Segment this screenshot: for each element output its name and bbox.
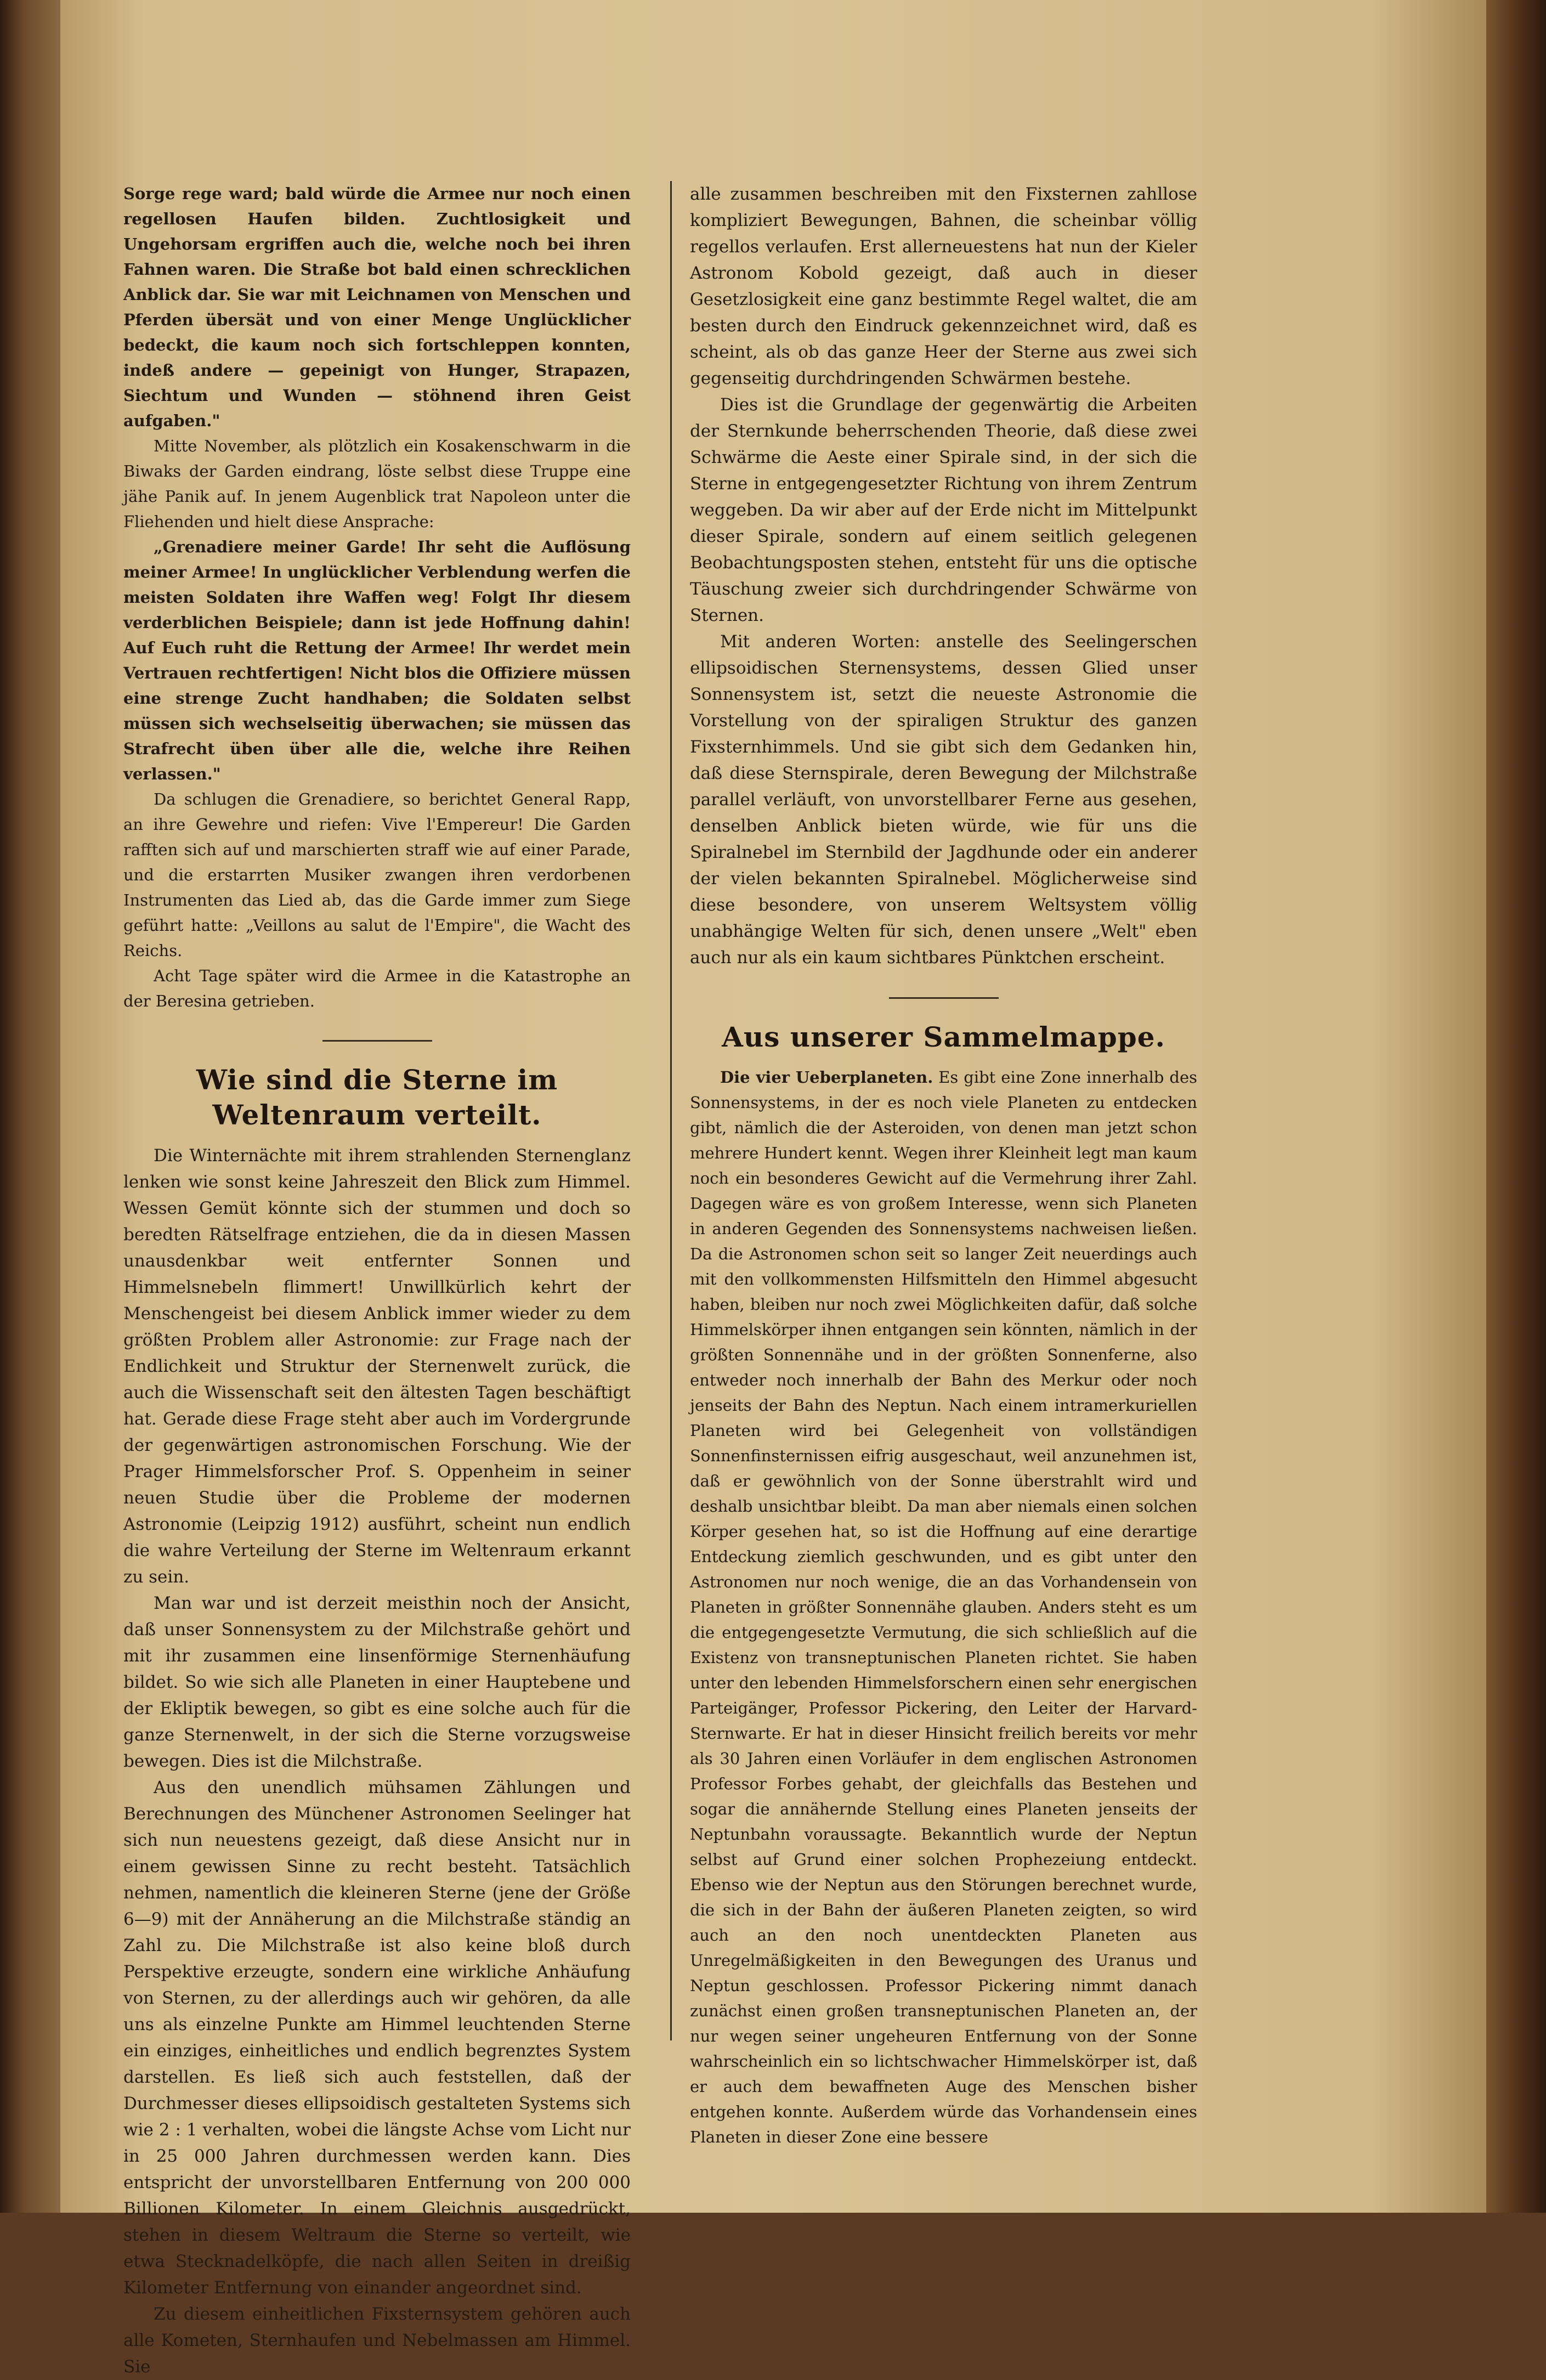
paragraph: Die Winternächte mit ihrem strahlenden Sternenglanz lenken wie sonst keine Jahreszeit den Blick zum Himmel. Wessen Gemüt könnte sich der stummen und doch so beredten Rätselfrage entziehen, die da in diesen Massen unausdenkbar weit entfernter Sonnen und Himmelsnebeln flimmert! Unwillkürlich kehrt der Menschengeist bei diesem Anblick immer wieder zu dem größten Problem aller Astronomie: zur Frage nach der Endlichkeit und Struktur der Sternenwelt zurück, die auch die Wissenschaft seit den ältesten Tagen beschäftigt hat. Gerade diese Frage steht aber auch im Vordergrunde der gegenwärtigen astronomischen Forschung. Wie der Prager Himmelsforscher Prof. S. Oppenheim in seiner neuen Studie über die Probleme der modernen Astronomie (Leipzig 1912) ausführt, scheint nun endlich die wahre Verteilung der Sterne im Weltenraum erkannt zu sein.	[123, 1146, 631, 1587]
article-heading: Wie sind die Sterne im Weltenraum verteilt.	[196, 1064, 558, 1131]
section-separator	[322, 1040, 432, 1042]
paragraph: Man war und ist derzeit meisthin noch der Ansicht, daß unser Sonnensystem zu der Milchstraße gehört und mit ihr zusammen eine linsenförmige Sternenhäufung bildet. So wie sich alle Planeten in einer Hauptebene und der Ekliptik bewegen, so gibt es eine solche auch für die ganze Sternenwelt, in der sich die Sterne vorzugsweise bewegen. Dies ist die Milchstraße.	[123, 1593, 631, 1771]
paragraph	[690, 1065, 1197, 2150]
left-column	[123, 181, 631, 2380]
paragraph: Zu diesem einheitlichen Fixsternsystem gehören auch alle Kometen, Sternhaufen und Nebelmassen am Himmel. Sie	[123, 2304, 631, 2377]
paragraph: Mit anderen Worten: anstelle des Seelingerschen ellipsoidischen Sternensystems, dessen Glied unser Sonnensystem ist, setzt die neueste Astronomie die Vorstellung von der spiraligen Struktur des ganzen Fixsternhimmels. Und sie gibt sich dem Gedanken hin, daß diese Sternspirale, deren Bewegung der Milchstraße parallel verläuft, von unvorstellbarer Ferne aus gesehen, denselben Anblick bieten würde, wie für uns die Spiralnebel im Sternbild der Jagdhunde oder ein anderer der vielen bekannten Spiralnebel. Möglicherweise sind diese besondere, von unserem Weltsystem völlig unabhängige Welten für sich, denen unsere „Welt" eben auch nur als ein kaum sichtbares Pünktchen erscheint.	[690, 632, 1197, 968]
item-text: Es gibt eine Zone innerhalb des Sonnensystems, in der es noch viele Planeten zu entdecken gibt, nämlich die der Asteroiden, von denen man jetzt schon mehrere Hundert kennt. Wegen ihrer Kleinheit legt man kaum noch ein besonderes Gewicht auf die Vermehrung ihrer Zahl. Dagegen wäre es von großem Interesse, wenn sich Planeten in anderen Gegenden des Sonnensystems nachweisen ließen. Da die Astronomen schon seit so langer Zeit neuerdings auch mit den vollkommensten Hilfsmitteln den Himmel abgesucht haben, bleiben nur noch zwei Möglichkeiten dafür, daß solche Himmelskörper ihnen entgangen sein könnten, nämlich in der größten Sonnennähe und in der größten Sonnenferne, also entweder noch innerhalb der Bahn des Merkur oder noch jenseits der Bahn des Neptun. Nach einem intramerkuriellen Planeten wird bei Gelegenheit von vollständigen Sonnenfinsternissen eifrig ausgeschaut, weil anzunehmen ist, daß er gewöhnlich von der Sonne überstrahlt wird und deshalb unsichtbar bleibt. Da man aber niemals einen solchen Körper gesehen hat, so ist die Hoffnung auf eine derartige Entdeckung ziemlich geschwunden, und es gibt unter den Astronomen nur noch wenige, die an das Vorhandensein von Planeten in größter Sonnennähe glauben. Anders steht es um die entgegengesetzte Vermutung, die sich schließlich auf die Existenz von transneptunischen Planeten richtet. Sie haben unter den lebenden Himmelsforschern einen sehr energischen Parteigänger, Professor Pickering, den Leiter der Harvard-Sternwarte. Er hat in dieser Hinsicht freilich bereits vor mehr als 30 Jahren einen Vorläufer in dem englischen Astronomen Professor Forbes gehabt, der gleichfalls das Bestehen und sogar die annähernde Stellung eines Planeten jenseits der Neptunbahn voraussagte. Bekanntlich wurde der Neptun selbst auf Grund einer solchen Prophezeiung entdeckt. Ebenso wie der Neptun aus den Störungen berechnet wurde, die sich in der Bahn der äußeren Planeten zeigten, so wird auch an den noch unentdeckten Planeten aus Unregelmäßigkeiten in den Bewegungen des Uranus und Neptun geschlossen. Professor Pickering nimmt danach zunächst einen großen transneptunischen Planeten an, der nur wegen seiner ungeheuren Entfernung von der Sonne wahrscheinlich ein so lichtschwacher Himmelskörper ist, daß er auch dem bewaffneten Auge des Menschen bisher entgehen konnte. Außerdem würde das Vorhandensein eines Planeten in dieser Zone eine bessere	[690, 1068, 1197, 2146]
section-heading: Aus unserer Sammelmappe.	[722, 1021, 1165, 1053]
item-lead: Die vier Ueberplaneten.	[720, 1068, 933, 1087]
paragraph: Mitte November, als plötzlich ein Kosakenschwarm in die Biwaks der Garden eindrang, löste selbst diese Truppe eine jähe Panik auf. In jenem Augenblick trat Napoleon unter die Fliehenden und hielt diese Ansprache:	[123, 437, 631, 531]
left-page-edge	[0, 0, 60, 2213]
paragraph: alle zusammen beschreiben mit den Fixsternen zahllose kompliziert Bewegungen, Bahnen, die scheinbar völlig regellos verlaufen. Erst allerneuestens hat nun der Kieler Astronom Kobold gezeigt, daß auch in dieser Gesetzlosigkeit eine ganz bestimmte Regel waltet, die am besten durch den Eindruck gekennzeichnet wird, daß es scheint, als ob das ganze Heer der Sterne aus zwei sich gegenseitig durchdringenden Schwärmen bestehe.	[690, 184, 1197, 388]
paragraph: Da schlugen die Grenadiere, so berichtet General Rapp, an ihre Gewehre und riefen: Vive l'Empereur! Die Garden rafften sich auf und marschierten straff wie auf einer Parade, und die erstarrten Musiker zwangen ihren verdorbenen Instrumenten das Lied ab, das die Garde immer zum Siege geführt hatte: „Veillons au salut de l'Empire", die Wacht des Reichs.	[123, 790, 631, 960]
right-page-edge	[1486, 0, 1546, 2213]
section-separator	[889, 997, 999, 999]
paragraph: Aus den unendlich mühsamen Zählungen und Berechnungen des Münchener Astronomen Seelinger hat sich nun neuestens gezeigt, daß diese Ansicht nur in einem gewissen Sinne zu recht besteht. Tatsächlich nehmen, namentlich die kleineren Sterne (jene der Größe 6—9) mit der Annäherung an die Milchstraße ständig an Zahl zu. Die Milchstraße ist also keine bloß durch Perspektive erzeugte, sondern eine wirkliche Anhäufung von Sternen, zu der allerdings auch wir gehören, da alle uns als einzelne Punkte am Himmel leuchtenden Sterne ein einziges, einheitliches und endlich begrenztes System darstellen. Es ließ sich auch feststellen, daß der Durchmesser dieses ellipsoidisch gestalteten Systems sich wie 2 : 1 verhalten, wobei die längste Achse vom Licht nur in 25 000 Jahren durchmessen werden kann. Dies entspricht der unvorstellbaren Entfernung von 200 000 Billionen Kilometer. In einem Gleichnis ausgedrückt, stehen in diesem Weltraum die Sterne so verteilt, wie etwa Stecknadelköpfe, die nach allen Seiten in dreißig Kilometer Entfernung von einander angeordnet sind.	[123, 1778, 631, 2298]
napoleon-speech: „Grenadiere meiner Garde! Ihr seht die Auflösung meiner Armee! In unglücklicher Verblendung werfen die meisten Soldaten ihre Waffen weg! Folgt Ihr diesem verderblichen Beispiele; dann ist jede Hoffnung dahin! Auf Euch ruht die Rettung der Armee! Ihr werdet mein Vertrauen rechtfertigen! Nicht blos die Offiziere müssen eine strenge Zucht handhaben; die Soldaten selbst müssen sich wechselseitig überwachen; sie müssen das Strafrecht üben über alle die, welche ihre Reihen verlassen."	[123, 538, 631, 783]
paragraph: Dies ist die Grundlage der gegenwärtig die Arbeiten der Sternkunde beherrschenden Theorie, daß diese zwei Schwärme die Aeste einer Spirale sind, in der sich die Sterne in entgegengesetzter Richtung von ihrem Zentrum weggeben. Da wir aber auf der Erde nicht im Mittelpunkt dieser Spirale, sondern auf einem seitlich gelegenen Beobachtungsposten stehen, entsteht für uns die optische Täuschung zweier sich durchdringender Schwärme von Sternen.	[690, 395, 1197, 625]
paragraph: Acht Tage später wird die Armee in die Katastrophe an der Beresina getrieben.	[123, 966, 631, 1010]
right-column	[690, 181, 1197, 2150]
column-divider	[670, 181, 672, 2040]
article-continuation-paragraph: Sorge rege ward; bald würde die Armee nur noch einen regellosen Haufen bilden. Zuchtlosigkeit und Ungehorsam ergriffen auch die, welche noch bei ihren Fahnen waren. Die Straße bot bald einen schrecklichen Anblick dar. Sie war mit Leichnamen von Menschen und Pferden übersät und von einer Menge Unglücklicher bedeckt, die kaum noch sich fortschleppen konnten, indeß andere — gepeinigt von Hunger, Strapazen, Siechtum und Wunden — stöhnend ihren Geist aufgaben."	[123, 184, 631, 430]
